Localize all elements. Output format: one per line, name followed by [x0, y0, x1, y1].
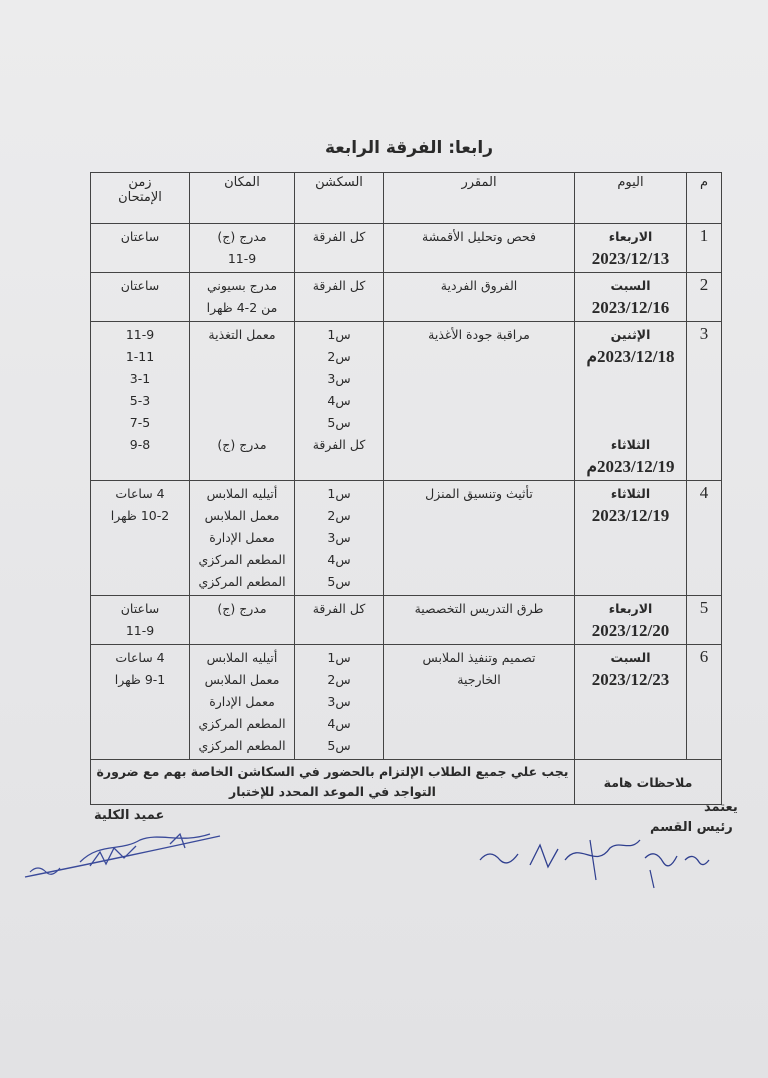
- section-line: س5: [327, 738, 351, 753]
- section-line: س3: [327, 371, 351, 386]
- section-cell: [295, 322, 384, 481]
- section-cell: [295, 596, 384, 645]
- place-line: معمل الملابس: [204, 672, 280, 687]
- header-place: المكان: [190, 173, 295, 224]
- section-line: س1: [327, 650, 351, 665]
- notes-row: [91, 760, 722, 805]
- page-title: رابعا: الفرقة الرابعة: [325, 138, 493, 158]
- exam-time-line: 10-2 ظهرا: [110, 508, 170, 523]
- place-line: أتيليه الملابس: [206, 650, 278, 665]
- section-line: كل الفرقة: [312, 229, 366, 244]
- table-row: [91, 645, 722, 760]
- place-cell: [190, 322, 295, 481]
- exam-time-line: ساعتان: [120, 601, 160, 616]
- table-row: [91, 596, 722, 645]
- place-line: أتيليه الملابس: [206, 486, 278, 501]
- day-cell: [575, 645, 687, 760]
- course-cell: [384, 224, 575, 273]
- section-line: كل الفرقة: [312, 437, 366, 452]
- day-line: 2023/12/19م: [586, 457, 675, 476]
- day-cell: [575, 322, 687, 481]
- place-line: مدرج (ج): [217, 601, 267, 616]
- department-head-label: رئيس القسم: [650, 820, 733, 835]
- place-line: معمل التغذية: [208, 327, 276, 342]
- place-line: [194, 390, 290, 412]
- dean-label: عميد الكلية: [94, 808, 165, 823]
- exam-time-line: 1-11: [125, 349, 155, 364]
- department-head-signature: [470, 830, 720, 890]
- header-exam-time-line: زمن: [128, 175, 152, 190]
- exam-time-line: ساعتان: [120, 278, 160, 293]
- course-cell: [384, 273, 575, 322]
- exam-time-line: 3-1: [129, 371, 151, 386]
- exam-time-cell: [91, 645, 190, 760]
- row-index: 2: [687, 273, 722, 322]
- exam-time-cell: [91, 481, 190, 596]
- place-line: [194, 412, 290, 434]
- header-exam-time: [91, 173, 190, 224]
- exam-time-line: 9-1 ظهرا: [114, 672, 166, 687]
- place-cell: [190, 224, 295, 273]
- row-index: 3: [687, 322, 722, 481]
- exam-time-cell: [91, 273, 190, 322]
- place-line: المطعم المركزي: [198, 552, 286, 567]
- day-line: 2023/12/13: [591, 249, 670, 268]
- day-line: [579, 390, 682, 412]
- place-line: معمل الملابس: [204, 508, 280, 523]
- exam-time-line: 11-9: [125, 327, 155, 342]
- place-line: [194, 368, 290, 390]
- place-line: [194, 346, 290, 368]
- day-line: الاربعاء: [608, 229, 653, 244]
- day-line: 2023/12/23: [591, 670, 670, 689]
- day-line: 2023/12/18م: [586, 347, 675, 366]
- day-line: الإثنين: [610, 327, 651, 342]
- section-line: س4: [327, 716, 351, 731]
- exam-time-line: ساعتان: [120, 229, 160, 244]
- table-row: [91, 224, 722, 273]
- course-line: تصميم وتنفيذ الملابس: [422, 650, 536, 665]
- notes-text-line: يجب علي جميع الطلاب الإلتزام بالحضور في السكاشن الخاصة بهم مع ضرورة: [96, 764, 569, 779]
- notes-label: ملاحظات هامة: [575, 760, 722, 805]
- day-line: السبت: [610, 278, 651, 293]
- exam-time-cell: [91, 322, 190, 481]
- section-cell: [295, 273, 384, 322]
- day-cell: [575, 481, 687, 596]
- approve-label: يعتمد: [704, 800, 738, 815]
- course-line: مراقبة جودة الأغذية: [428, 327, 530, 342]
- place-line: المطعم المركزي: [198, 738, 286, 753]
- section-line: س3: [327, 530, 351, 545]
- course-line: تأثيث وتنسيق المنزل: [425, 486, 533, 501]
- section-line: س4: [327, 552, 351, 567]
- exam-time-line: 4 ساعات: [115, 650, 165, 665]
- header-section: السكشن: [295, 173, 384, 224]
- course-line: الفروق الفردية: [440, 278, 518, 293]
- place-line: المطعم المركزي: [198, 574, 286, 589]
- section-cell: [295, 224, 384, 273]
- section-cell: [295, 481, 384, 596]
- section-line: س2: [327, 508, 351, 523]
- section-line: س5: [327, 415, 351, 430]
- place-line: مدرج (ج): [217, 229, 267, 244]
- course-line: الخارجية: [457, 672, 501, 687]
- exam-time-cell: [91, 224, 190, 273]
- exam-time-line: 7-5: [129, 415, 151, 430]
- header-exam-time-line: الإمتحان: [118, 190, 162, 205]
- course-cell: [384, 596, 575, 645]
- course-line: طرق التدريس التخصصية: [414, 601, 544, 616]
- section-line: س2: [327, 672, 351, 687]
- day-line: الثلاثاء: [610, 437, 651, 452]
- day-line: [579, 412, 682, 434]
- row-index: 5: [687, 596, 722, 645]
- table-row: [91, 481, 722, 596]
- table-row: [91, 273, 722, 322]
- place-line: المطعم المركزي: [198, 716, 286, 731]
- course-line: فحص وتحليل الأقمشة: [422, 229, 536, 244]
- place-line: معمل الإدارة: [209, 530, 275, 545]
- place-line: معمل الإدارة: [209, 694, 275, 709]
- day-line: [579, 368, 682, 390]
- place-line: من 2-4 ظهرا: [206, 300, 278, 315]
- section-line: كل الفرقة: [312, 278, 366, 293]
- day-cell: [575, 596, 687, 645]
- course-cell: [384, 322, 575, 481]
- table-row: [91, 322, 722, 481]
- place-cell: [190, 273, 295, 322]
- notes-text: [91, 760, 575, 805]
- exam-time-line: 5-3: [129, 393, 151, 408]
- place-cell: [190, 645, 295, 760]
- exam-time-line: 11-9: [125, 623, 155, 638]
- place-cell: [190, 481, 295, 596]
- row-index: 6: [687, 645, 722, 760]
- course-cell: [384, 645, 575, 760]
- header-index: م: [687, 173, 722, 224]
- place-line: 11-9: [227, 251, 257, 266]
- table-body: [91, 224, 722, 805]
- place-line: مدرج بسيوني: [206, 278, 278, 293]
- place-cell: [190, 596, 295, 645]
- dean-signature: [20, 822, 230, 884]
- day-line: 2023/12/19: [591, 506, 670, 525]
- section-cell: [295, 645, 384, 760]
- section-line: س3: [327, 694, 351, 709]
- header-day: اليوم: [575, 173, 687, 224]
- table-header-row: [91, 173, 722, 224]
- section-line: س5: [327, 574, 351, 589]
- row-index: 4: [687, 481, 722, 596]
- section-line: س1: [327, 327, 351, 342]
- day-line: 2023/12/16: [591, 298, 670, 317]
- place-line: مدرج (ج): [217, 437, 267, 452]
- exam-time-cell: [91, 596, 190, 645]
- header-course: المقرر: [384, 173, 575, 224]
- notes-text-line: التواجد في الموعد المحدد للإختبار: [229, 784, 436, 799]
- day-line: السبت: [610, 650, 651, 665]
- section-line: كل الفرقة: [312, 601, 366, 616]
- day-line: الاربعاء: [608, 601, 653, 616]
- row-index: 1: [687, 224, 722, 273]
- day-cell: [575, 224, 687, 273]
- day-cell: [575, 273, 687, 322]
- section-line: س1: [327, 486, 351, 501]
- exam-time-line: 4 ساعات: [115, 486, 165, 501]
- day-line: الثلاثاء: [610, 486, 651, 501]
- course-cell: [384, 481, 575, 596]
- exam-time-line: 9-8: [129, 437, 151, 452]
- day-line: 2023/12/20: [591, 621, 670, 640]
- section-line: س4: [327, 393, 351, 408]
- section-line: س2: [327, 349, 351, 364]
- exam-schedule-table: [90, 172, 722, 805]
